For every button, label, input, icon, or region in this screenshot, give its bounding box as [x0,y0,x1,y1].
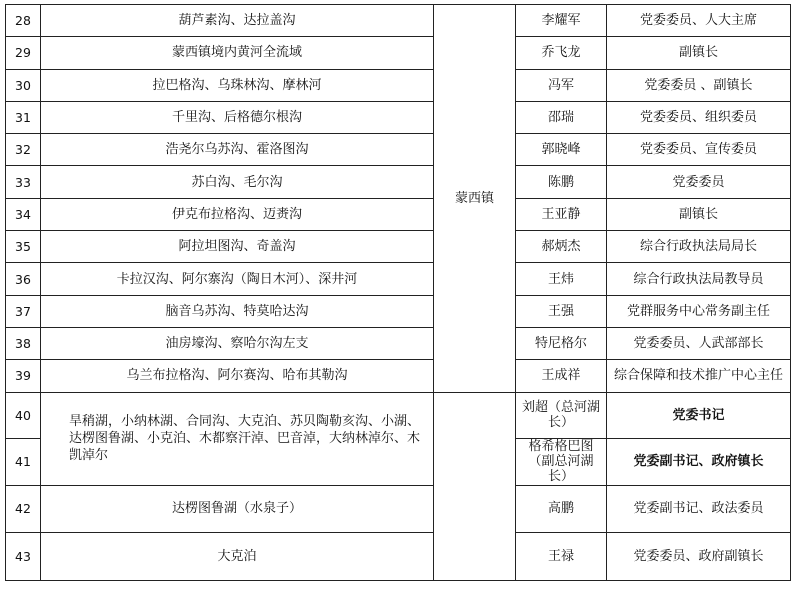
row-number: 28 [6,5,41,37]
table-row [6,37,791,69]
river-section: 拉巴格沟、乌珠林沟、摩林河 [41,69,434,101]
chief-title: 党委委员、政府副镇长 [607,532,791,580]
river-section: 阿拉坦图沟、奇盖沟 [41,231,434,263]
chief-name: 高鹏 [516,485,607,532]
chief-name: 王禄 [516,532,607,580]
chief-title: 综合行政执法局教导员 [607,263,791,295]
row-number: 35 [6,231,41,263]
chief-name: 王强 [516,295,607,327]
row-number: 32 [6,134,41,166]
river-section: 伊克布拉格沟、迈赉沟 [41,198,434,230]
river-section: 卡拉汉沟、阿尔寨沟（陶日木河）、深井河 [41,263,434,295]
chief-name: 刘超（总河湖长） [516,392,607,438]
chief-title: 综合保障和技术推广中心主任 [607,360,791,392]
table-row [6,101,791,133]
row-number: 37 [6,295,41,327]
chief-title: 党委委员 [607,166,791,198]
chief-name: 陈鹏 [516,166,607,198]
river-section: 达楞图鲁湖（水泉子） [41,485,434,532]
town-name: 蒙西镇 [434,5,516,393]
chief-name: 乔飞龙 [516,37,607,69]
table-row [6,485,791,532]
row-number: 42 [6,485,41,532]
row-number: 40 [6,392,41,438]
chief-title: 党委委员、宣传委员 [607,134,791,166]
row-number: 39 [6,360,41,392]
chief-name: 邵瑞 [516,101,607,133]
chief-title: 综合行政执法局局长 [607,231,791,263]
chief-title: 党委副书记、政法委员 [607,485,791,532]
river-section: 旱稍湖，小纳林湖、合同沟、大克泊、苏贝陶勒亥沟、小湖、达楞图鲁湖、小克泊、木都察汗淖、巴音淖，大纳林淖尔、木凯淖尔 [41,392,434,485]
row-number: 30 [6,69,41,101]
chief-name: 王成祥 [516,360,607,392]
chief-title: 党委书记 [607,392,791,438]
row-number: 29 [6,37,41,69]
river-section: 葫芦素沟、达拉盖沟 [41,5,434,37]
chief-title: 党委副书记、政府镇长 [607,438,791,485]
row-number: 33 [6,166,41,198]
table-row [6,198,791,230]
chief-name: 王亚静 [516,198,607,230]
chief-name: 郝炳杰 [516,231,607,263]
table-row [6,263,791,295]
table-row [6,231,791,263]
river-section: 蒙西镇境内黄河全流域 [41,37,434,69]
river-section: 油房壕沟、察哈尔沟左支 [41,327,434,359]
table-row [6,327,791,359]
row-number: 38 [6,327,41,359]
table-row [6,532,791,580]
chief-title: 党委委员、人武部部长 [607,327,791,359]
blank-cell [434,392,516,580]
river-chief-table [5,4,791,581]
row-number: 36 [6,263,41,295]
chief-title: 党委委员、组织委员 [607,101,791,133]
chief-title: 副镇长 [607,198,791,230]
chief-title: 副镇长 [607,37,791,69]
river-section: 浩尧尔乌苏沟、霍洛图沟 [41,134,434,166]
chief-title: 党委委员、人大主席 [607,5,791,37]
table-row [6,134,791,166]
chief-name: 王炜 [516,263,607,295]
river-section: 苏白沟、毛尔沟 [41,166,434,198]
table-row [6,5,791,37]
table-row [6,69,791,101]
table-row [6,295,791,327]
row-number: 43 [6,532,41,580]
river-section: 脑音乌苏沟、特莫哈达沟 [41,295,434,327]
table-row [6,166,791,198]
chief-name: 冯军 [516,69,607,101]
chief-name: 郭晓峰 [516,134,607,166]
river-section: 千里沟、后格德尔根沟 [41,101,434,133]
river-section: 乌兰布拉格沟、阿尔赛沟、哈布其勒沟 [41,360,434,392]
chief-name: 格希格巴图（副总河湖长） [516,438,607,485]
row-number: 34 [6,198,41,230]
chief-title: 党委委员 、副镇长 [607,69,791,101]
chief-name: 李耀军 [516,5,607,37]
table-row [6,392,791,438]
table-row [6,360,791,392]
row-number: 31 [6,101,41,133]
chief-title: 党群服务中心常务副主任 [607,295,791,327]
chief-name: 特尼格尔 [516,327,607,359]
river-section: 大克泊 [41,532,434,580]
row-number: 41 [6,438,41,485]
